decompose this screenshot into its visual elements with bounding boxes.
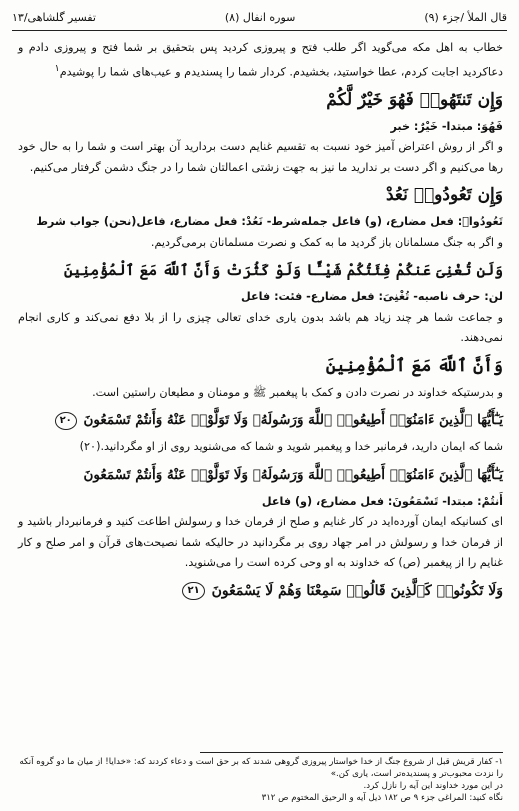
footnote-3: نگاه کنید: المراغی جزء ٩ ص ١٨٢ ذیل آیه و الرحیق المختوم ص ٣١٢ xyxy=(261,793,503,803)
grammar-1: فَهُوَ: مبتدا- خَيْرٌ: خبر xyxy=(390,119,503,133)
header-juz: قال الملأ /جزء (٩) xyxy=(424,10,507,24)
footnote-1: ١- کفار قریش قبل از شروع جنگ از خدا خواستار پیروزی گروهی شدند که بر حق است و دعاء کردند که: «خدایا! از میان ما دو گروه آنکه را نزدت محبوب‌تر و پسندیده‌تر است، یاری کن.» xyxy=(19,757,503,779)
ayah-number-21: ٢١ xyxy=(182,582,204,600)
page-body xyxy=(18,38,503,608)
paragraph-5: و بدرستیکه خداوند در نصرت دادن و کمک با پیغمبر ﷺ و مومنان و مطیعان راستین است. xyxy=(92,385,503,399)
header-surah: سوره انفال (٨) xyxy=(224,10,296,24)
footnotes xyxy=(18,756,503,804)
paragraph-3: و اگر به جنگ مسلمانان باز گردید ما به کمک و نصرت مسلمانان برمی‌گردیم. xyxy=(150,235,503,249)
verse-5: يَـٰٓأَيُّهَا ٱلَّذِينَ ءَامَنُوٓا۟ أَطِيعُوا۟ ٱللَّهَ وَرَسُولَهُۥ وَلَا تَوَلَّوْا۟ عَنْهُ وَأَنتُمْ تَسْمَعُونَ ٢٠ xyxy=(18,405,503,435)
verse-7: وَلَا تَكُونُوا۟ كَٱلَّذِينَ قَالُوا۟ سَمِعْنَا وَهُمْ لَا يَسْمَعُونَ ٢١ xyxy=(18,576,503,606)
grammar-3: لن: حرف ناصبه- تُغْنِىَ: فعل مضارع- فئت: فاعل xyxy=(241,290,503,304)
page-header xyxy=(12,6,507,28)
header-book-title: تفسیر گلشاهی/١٣ xyxy=(12,10,96,24)
verse-1: وَإِن تَنتَهُوا۟ فَهُوَ خَيْرٌ لَّكُمْ xyxy=(326,89,503,110)
paragraph-7: ای کسانیکه ایمان آورده‌اید در کار غنایم و صلح از فرمان خدا و رسولش اطاعت کنید و فرمانبردار باشید و از فرمان خدا و رسولش در امر جهاد روی بر مگردانید در حالیکه شما نصیحت‌های قرآن و امر صلح و کار غنایم را از پیغمبر (ص) که خداوند به او وحی کرده است را می‌شنوید. xyxy=(18,515,503,570)
grammar-4: أَنتُمْ: مبتدا- تَسْمَعُونَ: فعل مضارع، (و) فاعل xyxy=(261,494,503,508)
footnote-2: در این مورد خداوند این آیه را نازل کرد. xyxy=(363,781,503,791)
verse-4: وَأَنَّ ٱللَّهَ مَعَ ٱلْمُؤْمِنِينَ xyxy=(325,355,503,376)
verse-6: يَـٰٓأَيُّهَا ٱلَّذِينَ ءَامَنُوٓا۟ أَطِيعُوا۟ ٱللَّهَ وَرَسُولَهُۥ وَلَا تَوَلَّوْا۟ عَنْهُ وَأَنتُمْ تَسْمَعُونَ xyxy=(83,466,503,483)
ayah-number-20: ٢٠ xyxy=(55,412,77,430)
paragraph-2: و اگر از روش اعتراض آمیز خود نسبت به تقسیم غنایم دست بردارید آن بهتر است و شما را به حال خود رها می‌کنیم و اگر دست بر نداريد ما نيز به جهت زشتی اعمالتان شما را در جنگ دشمن گرفتار می‌کنیم. xyxy=(18,140,503,174)
paragraph-1: خطاب به اهل مکه می‌گوید اگر طلب فتح و پیروزی کردید پس بتحقیق بر شما فتح و پیروزی دادم و دعاکردید اجابت کردم، عطا خواستید، بخشیدم. کردار شما را پسندیدم و عیب‌های شما را پوشیدم$^١$ xyxy=(18,41,503,79)
paragraph-4: و جماعت شما هر چند زیاد هم باشد بدون یاری خدای تعالی چیزی را از بلا دفع نمی‌کند و کاری انجام نمی‌دهند. xyxy=(18,310,503,345)
footnote-rule xyxy=(200,752,503,753)
verse-3: وَلَن تُغْنِىَ عَنكُمْ فِئَتُكُمْ شَيْـًٔا وَلَوْ كَثُرَتْ وَأَنَّ ٱللَّهَ مَعَ ٱلْمُؤْمِنِينَ xyxy=(64,261,503,280)
verse-2: وَإِن تَعُودُوا۟ نَعُدْ xyxy=(385,185,503,206)
grammar-2: تَعُودُوا۟: فعل مضارع، (و) فاعل جمله‌شرط- نَعُدْ: فعل مضارع، فاعل(نحن) جواب شرط xyxy=(36,215,503,229)
header-rule xyxy=(12,30,507,31)
paragraph-6: شما که ایمان دارید، فرمانبر خدا و پیغمبر شوید و شما که می‌شنوید روی از او مگردانید.(٢٠) xyxy=(79,440,503,454)
